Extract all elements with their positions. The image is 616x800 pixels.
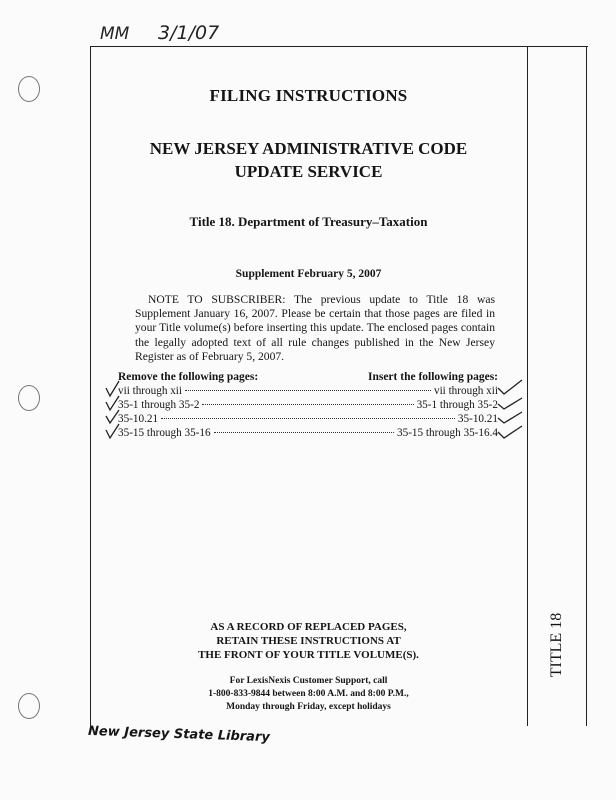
table-row: [118, 385, 498, 397]
leader-dots: [185, 390, 431, 391]
page-border-top: [90, 46, 588, 47]
leader-dots: [214, 432, 394, 433]
insert-pages: vii through xii: [433, 385, 498, 397]
remove-pages: 35-1 through 35-2: [118, 399, 200, 411]
binder-hole-middle: [18, 385, 40, 411]
remove-pages: vii through xii: [118, 385, 183, 397]
handwritten-date: 3/1/07: [158, 22, 220, 44]
table-row: [118, 413, 498, 425]
support-line-1: For LexisNexis Customer Support, call: [229, 676, 388, 686]
insert-pages: 35-15 through 35-16.4: [397, 427, 498, 439]
remove-pages: 35-15 through 35-16: [118, 427, 211, 439]
check-marks-right-icon: [496, 378, 524, 444]
remove-pages: 35-10.21: [118, 413, 159, 425]
insert-header: Insert the following pages:: [367, 371, 498, 383]
library-stamp: New Jersey State Library: [87, 723, 271, 746]
handwritten-initials: MM: [100, 24, 130, 44]
insert-pages: 35-10.21: [457, 413, 498, 425]
pages-table-header: [118, 371, 498, 383]
record-notice-line-1: AS A RECORD OF REPLACED PAGES,: [210, 621, 407, 633]
record-notice-line-3: THE FRONT OF YOUR TITLE VOLUME(S).: [198, 649, 419, 661]
subtitle-line-1: NEW JERSEY ADMINISTRATIVE CODE: [149, 139, 468, 158]
page-border-right: [586, 46, 587, 726]
title-tab: [528, 600, 586, 690]
insert-pages: 35-1 through 35-2: [416, 399, 498, 411]
remove-header: Remove the following pages:: [118, 371, 259, 383]
tab-label: TITLE 18: [548, 612, 565, 678]
binder-hole-top: [18, 76, 40, 102]
supplement-date: Supplement February 5, 2007: [235, 268, 382, 280]
support-line-3: Monday through Friday, except holidays: [226, 702, 391, 712]
table-row: [118, 399, 498, 411]
page-title: FILING INSTRUCTIONS: [209, 86, 408, 105]
section-title: Title 18. Department of Treasury–Taxation: [189, 214, 428, 229]
check-marks-left-icon: [104, 380, 122, 440]
binder-hole-bottom: [18, 693, 40, 719]
leader-dots: [202, 404, 413, 405]
leader-dots: [161, 418, 455, 419]
support-line-2: 1-800-833-9844 between 8:00 A.M. and 8:00 P.M.,: [208, 689, 409, 699]
table-row: [118, 427, 498, 439]
record-notice-line-2: RETAIN THESE INSTRUCTIONS AT: [216, 635, 401, 647]
note-to-subscriber: NOTE TO SUBSCRIBER: The previous update to Title 18 was Supplement January 16, 2007. Please be certain that those pages are filed in your Title volume(s) before inserting this update. The enclosed pages contain the legally adopted text of all rule changes published in the New Jersey Register as of February 5, 2007.: [135, 293, 495, 363]
subtitle-line-2: UPDATE SERVICE: [234, 162, 383, 181]
